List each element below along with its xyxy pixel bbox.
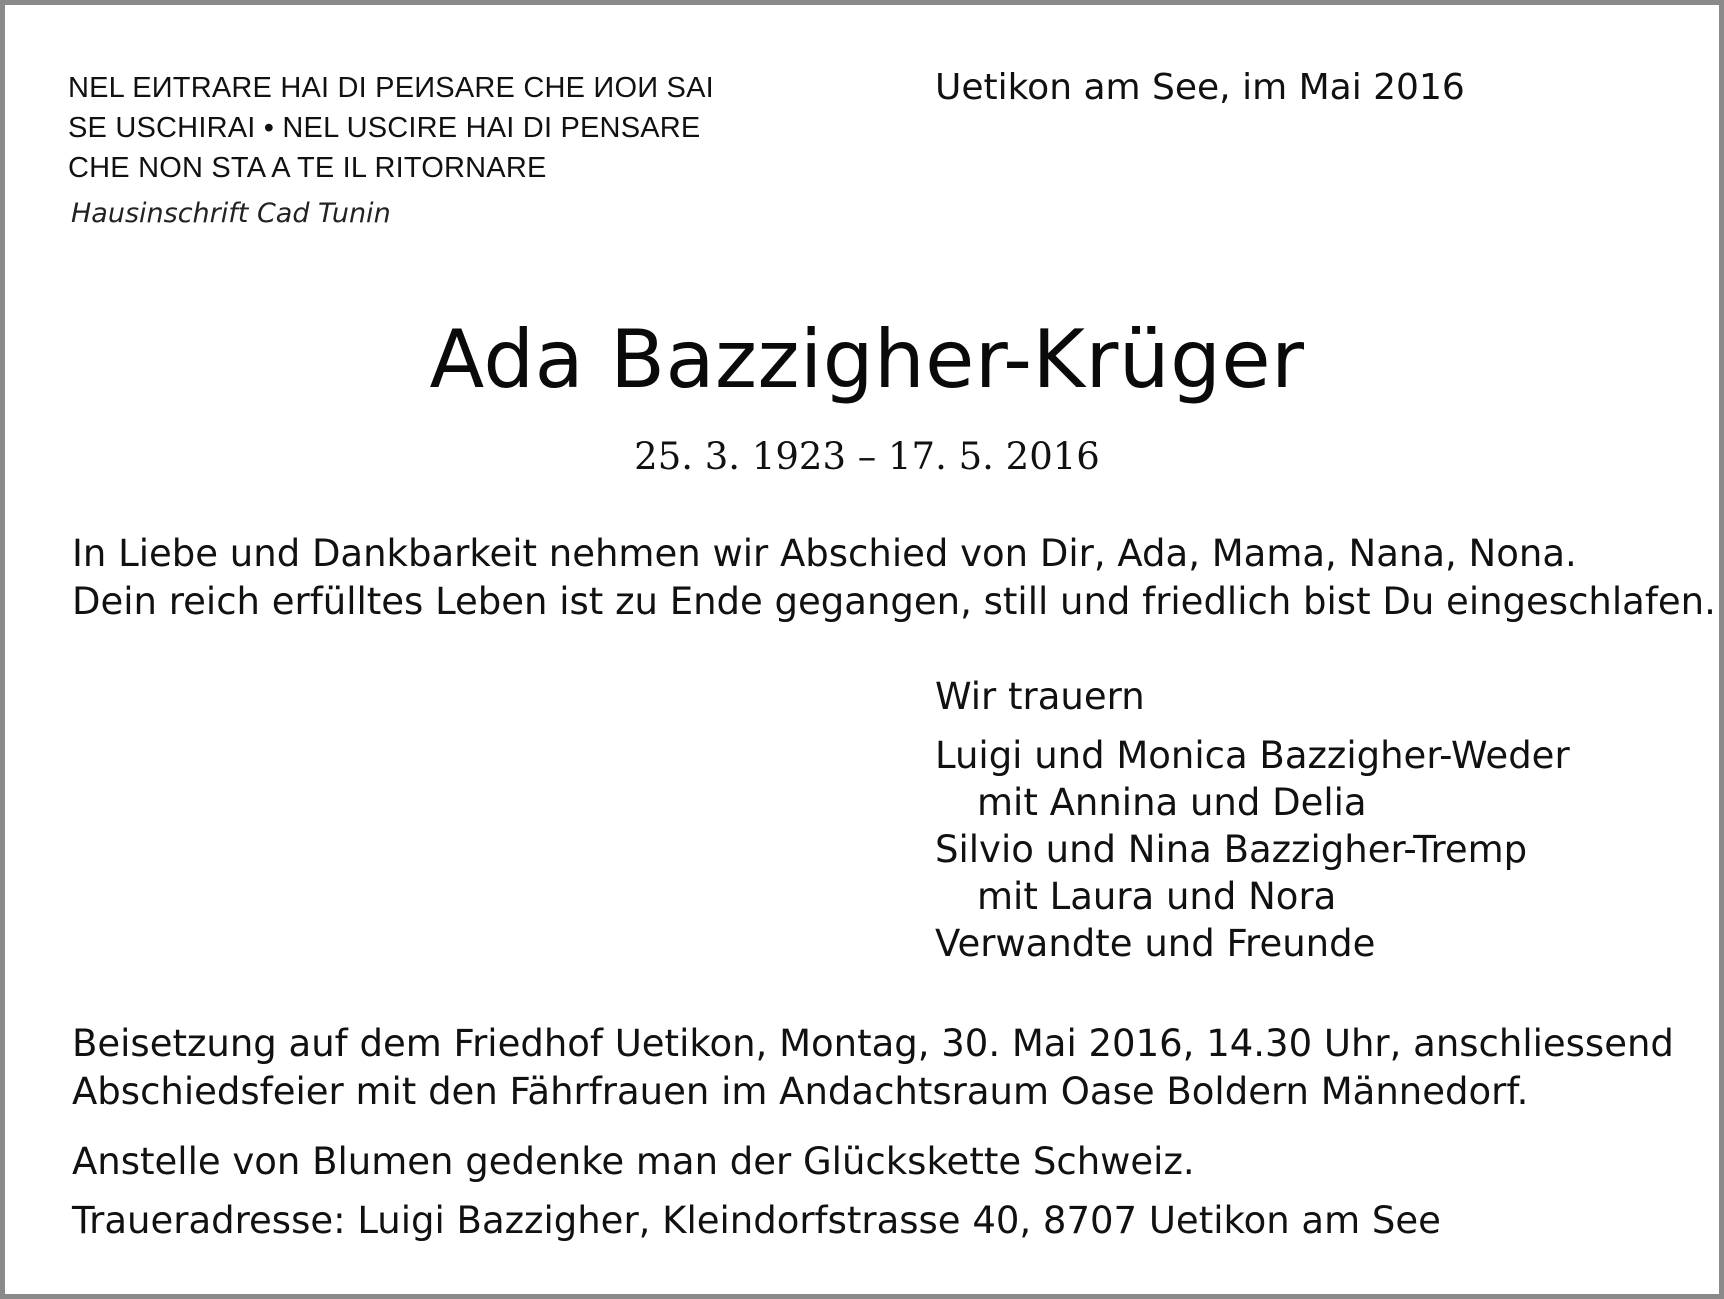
burial-info <box>72 1020 1674 1116</box>
motto-line: NEL EИTRARE HAI DI PEИSARE CHE ИOИ SAI <box>68 72 714 104</box>
farewell-text <box>72 530 1716 626</box>
life-dates: 25. 3. 1923 – 17. 5. 2016 <box>634 435 1100 478</box>
farewell-line: In Liebe und Dankbarkeit nehmen wir Abschied von Dir, Ada, Mama, Nana, Nona. <box>72 532 1577 575</box>
mourner-entry: Luigi und Monica Bazzigher-Weder <box>935 734 1570 777</box>
burial-line: Beisetzung auf dem Friedhof Uetikon, Montag, 30. Mai 2016, 14.30 Uhr, anschliessend <box>72 1022 1674 1065</box>
motto-source: Hausinschrift Cad Tunin <box>71 198 391 229</box>
mourners-heading: Wir trauern <box>935 675 1145 718</box>
flowers-note: Anstelle von Blumen gedenke man der Glückskette Schweiz. <box>72 1140 1195 1183</box>
deceased-name: Ada Bazzigher-Krüger <box>429 313 1305 406</box>
motto-line: SE USCHIRAI • NEL USCIRE HAI DI PENSARE <box>68 112 701 144</box>
burial-line: Abschiedsfeier mit den Fährfrauen im Andachtsraum Oase Boldern Männedorf. <box>72 1070 1529 1113</box>
place-date: Uetikon am See, im Mai 2016 <box>935 67 1465 108</box>
mourner-entry: Silvio und Nina Bazzigher-Tremp <box>935 828 1528 871</box>
mourning-address: Traueradresse: Luigi Bazzigher, Kleindorfstrasse 40, 8707 Uetikon am See <box>72 1199 1441 1242</box>
mourner-entry: mit Annina und Delia <box>977 781 1367 824</box>
mourner-entry: mit Laura und Nora <box>977 875 1337 918</box>
motto-line: CHE NON STA A TE IL RITORNARE <box>68 152 547 184</box>
farewell-line: Dein reich erfülltes Leben ist zu Ende gegangen, still und friedlich bist Du eingeschlafen. <box>72 580 1716 623</box>
mourner-entry: Verwandte und Freunde <box>935 922 1376 965</box>
motto-inscription <box>68 68 848 188</box>
mourners-list <box>935 673 1570 967</box>
